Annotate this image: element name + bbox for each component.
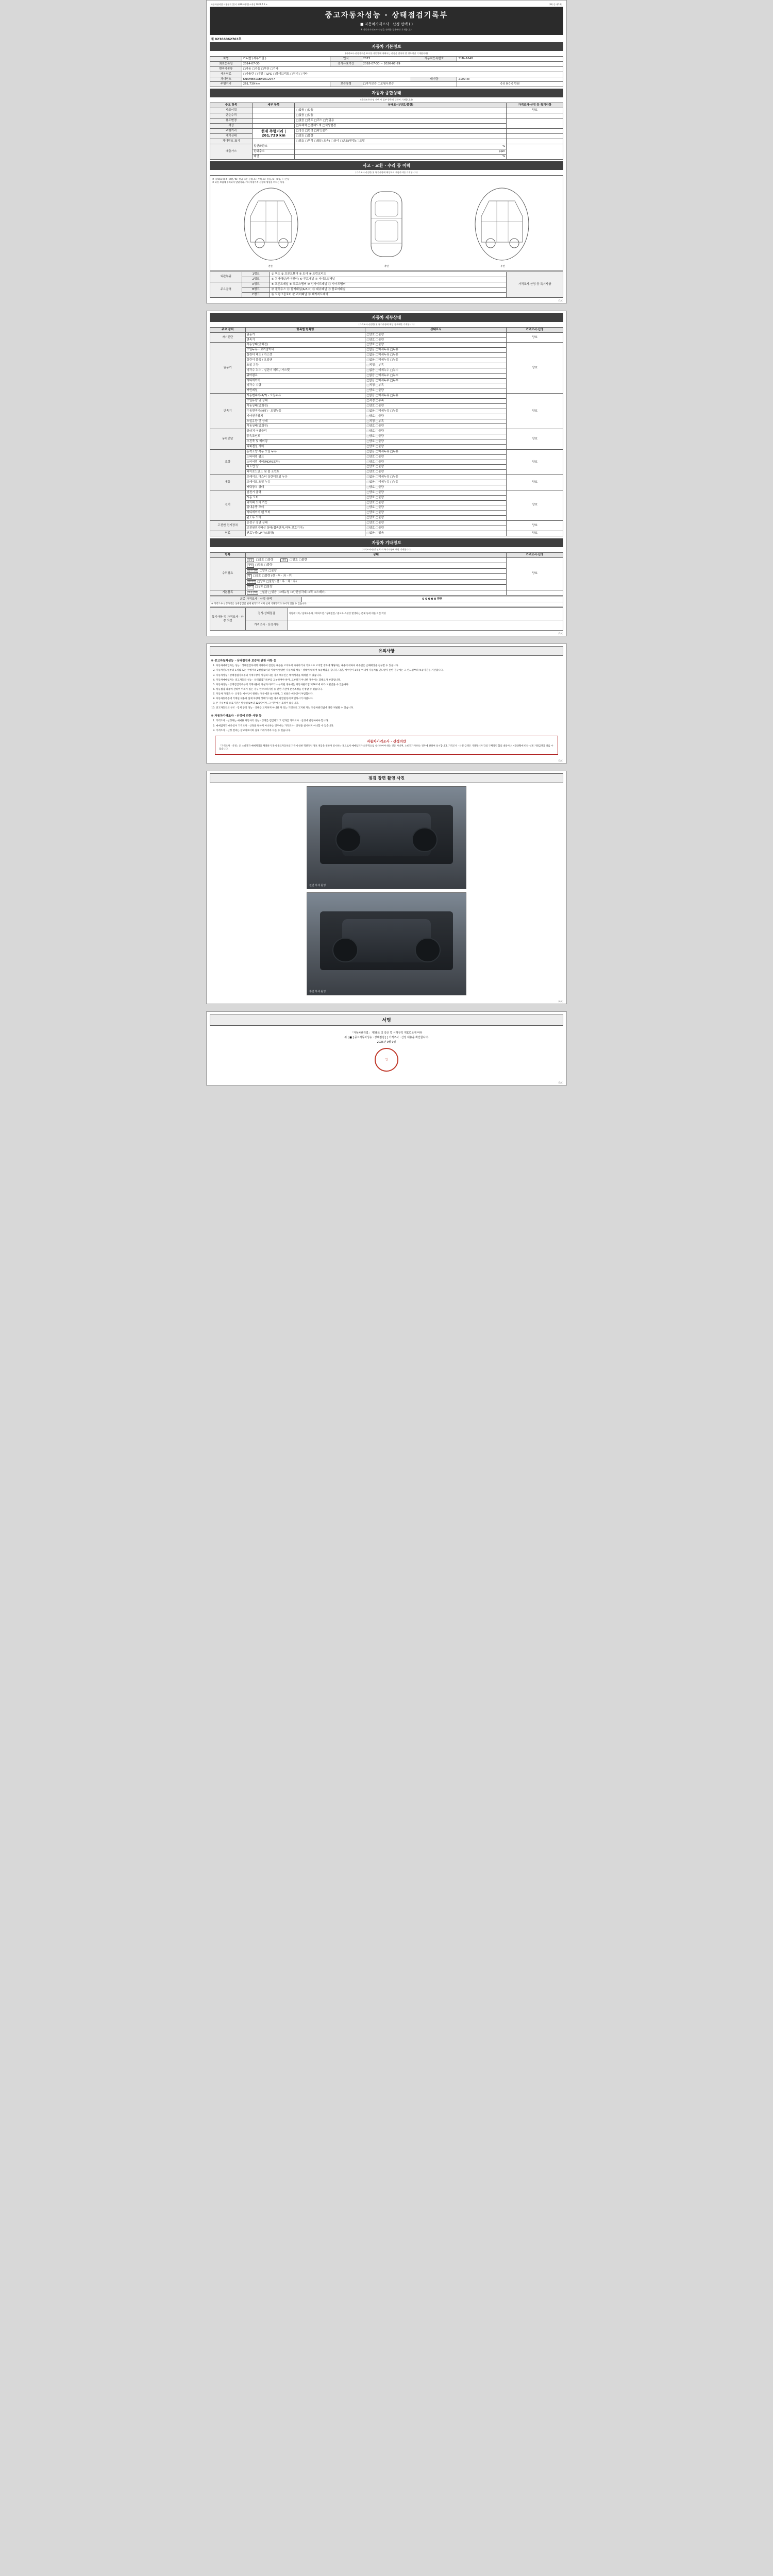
group-brake: 제동 bbox=[210, 475, 246, 490]
frame-rank-c-text: ⑯ 트렁크플로어 ⑰ 리어패널 ⑱ 패키지트레이 bbox=[270, 292, 507, 297]
group-electric-note: 양호 bbox=[507, 490, 563, 520]
detail-item: 충전구 절연 상태 bbox=[245, 521, 365, 526]
row-accident-state[interactable]: □없음 □있음 bbox=[295, 108, 507, 113]
value-year: 2015 bbox=[362, 57, 411, 62]
detail-state[interactable]: □양호 □불량 bbox=[365, 429, 507, 434]
detail-item: 냉각수 수량 bbox=[245, 383, 365, 388]
doc-title: 중고자동차성능 · 상태점검기록부 bbox=[325, 11, 448, 20]
notice-item: 3. 자동차성능ㆍ상태점검기록부의 기재사항이 사실과 다른 경우 매수인은 매매계약을 해제할 수 있습니다. bbox=[216, 674, 563, 677]
other-state-basic[interactable]: □없음 □있음 (☐매뉴얼 ☐안전삼각대 ☐잭 ☐스패너) bbox=[259, 590, 326, 594]
notice-list bbox=[210, 664, 563, 710]
detail-state[interactable]: □양호 □불량 bbox=[365, 424, 507, 429]
detail-item: 실린더 블록 / 오일팬 bbox=[245, 358, 365, 363]
detail-state[interactable]: □없음 □미세누유 □누유 bbox=[365, 358, 507, 363]
section-detail-bar: 자동차 세부상태 bbox=[210, 313, 563, 322]
section-history-bar: 사고 · 교환 · 수리 등 이력 bbox=[210, 161, 563, 170]
col-state: 상태표시(양호/불량) bbox=[295, 103, 507, 108]
group-repair-needed: 수리필요 bbox=[210, 557, 246, 590]
group-high-voltage-note: 양호 bbox=[507, 521, 563, 531]
outer-panel-label: 외판부위 bbox=[210, 272, 242, 282]
detail-item: 냉각수 누수 - 실린더 헤드 / 가스켓 bbox=[245, 368, 365, 373]
price-survey-notice-box bbox=[215, 736, 558, 755]
title-band bbox=[210, 7, 563, 35]
col-main-item: 주요 항목 bbox=[210, 103, 253, 108]
detail-item: 작동상태(공회전) bbox=[245, 343, 365, 348]
notice-item-2: 1. 가격조사ㆍ산정자는 매매용 자동차의 성능ㆍ상태를 점검하고 그 결과를 가격조사ㆍ산정에 반영하여야 합니다. bbox=[216, 719, 563, 723]
col-other-state: 상태 bbox=[245, 552, 507, 557]
label-plate: 자동차등록번호 bbox=[411, 57, 457, 62]
detail-item: 브레이크 오일 누유 bbox=[245, 480, 365, 485]
col-device: 주요 장치 bbox=[210, 327, 246, 332]
row-repair-note bbox=[507, 113, 563, 118]
row-accident-note: 양호 bbox=[507, 108, 563, 113]
value-mileage: 261,739 km bbox=[242, 82, 330, 87]
detail-state[interactable]: □없음 □미세누유 □누유 bbox=[365, 475, 507, 480]
group-steering: 조향 bbox=[210, 449, 246, 474]
detail-state[interactable]: □양호 □불량 bbox=[365, 460, 507, 465]
other-name-tire: 타이어 bbox=[247, 580, 257, 584]
other-name-wheel: 휠 bbox=[247, 574, 252, 579]
detail-state[interactable]: □없음 □미세누유 □누유 bbox=[365, 449, 507, 454]
detail-item: 추진축 및 베어링 bbox=[245, 439, 365, 445]
row-repair-detail bbox=[253, 113, 295, 118]
frame-rank-b: B랭크 bbox=[242, 287, 270, 293]
row-vin-mark-detail bbox=[253, 139, 295, 144]
doc-title-note: ※ 자동차가격조사·산정을 선택한 경우에만 기재합니다. bbox=[360, 28, 413, 31]
outer-rank-1: 1랭크 bbox=[242, 272, 270, 277]
group-high-voltage: 고전원 전기장치 bbox=[210, 521, 246, 531]
detail-item: 실내송풍 모터 bbox=[245, 505, 365, 511]
signature-body bbox=[210, 1026, 563, 1080]
detail-item: 작동상태(공회전) bbox=[245, 424, 365, 429]
detail-item: 자동변속기(A/T) - 오일누유 bbox=[245, 394, 365, 399]
row-usechange-detail bbox=[253, 118, 295, 123]
detail-state[interactable]: □양호 □불량 bbox=[365, 516, 507, 521]
inspection-photo-rear bbox=[307, 892, 466, 995]
notice-item: 2. 자동차인도일부터 1개월 또는 주행거리 2천킬로미터 이내에 발생한 자동차의 성능ㆍ상태에 대하여 보증책임을 집니다. 다만, 매수인이 1개월 이내에 자동차를 인도받지 못한 경우에는 그 인도일부터 보증기간을 기산합니다. bbox=[216, 669, 563, 672]
value-price: 0 0 0 0 0 만원 bbox=[457, 82, 563, 87]
value-plate: 51Ba1648 bbox=[457, 57, 563, 62]
row-smoke-state[interactable]: % bbox=[295, 154, 507, 159]
value-warranty: □자가보증 □보험사보증 bbox=[362, 82, 457, 87]
damage-rank-table bbox=[210, 272, 563, 297]
row-hc-state[interactable]: ppm bbox=[295, 149, 507, 154]
label-disp: 배기량 bbox=[411, 77, 457, 82]
special-notes-table bbox=[210, 607, 563, 631]
row-color-label: 색상 bbox=[210, 123, 253, 128]
diagram-guide-1: ※ (상태표시) X : 교환, W : 판금 또는 용접, C : 부식, A : 흠집, U : 요철, T : 손상 bbox=[212, 177, 290, 180]
sheet-1 bbox=[206, 0, 567, 303]
other-note-cell: 양호 bbox=[507, 557, 563, 590]
frame-rank-c: C랭크 bbox=[242, 292, 270, 297]
value-inspect-period: 2018-07-30 ~ 2026-07-29 bbox=[362, 61, 563, 66]
other-state-glass[interactable]: □양호 □불량 bbox=[255, 585, 273, 588]
detail-item: 스티어링 기어(MDPS포함) bbox=[245, 460, 365, 465]
row-gauge-label: 계기상태 bbox=[210, 133, 253, 139]
diagram-guide-2: ※ 하단 보험에 수리하지 않았거나, 기타 차량가격 산정에 영향을 미치는 사항 bbox=[212, 180, 284, 183]
group-selfdiag-note: 양호 bbox=[507, 332, 563, 343]
notice-item-2: 2. 매매업자가 매수인이 가격조사ㆍ산정을 원하지 아니하는 경우에는 가격조사ㆍ산정을 실시하지 아니할 수 있습니다. bbox=[216, 724, 563, 728]
page-number-3: (3/4) bbox=[558, 759, 563, 762]
other-state-interior[interactable]: □양호 □불량 bbox=[290, 558, 307, 562]
sheet-3 bbox=[206, 643, 567, 764]
signature-line-1: 「자동차관리법」 제58조 및 같은 법 시행규칙 제120조에 따라 bbox=[350, 1031, 423, 1035]
diagram-label-side: 측면 bbox=[384, 265, 389, 268]
detail-state[interactable]: □양호 □불량 bbox=[365, 526, 507, 531]
other-note-basic bbox=[507, 590, 563, 596]
other-state-tire[interactable]: □양호 □불량 (전ㆍ후ㆍ좌ㆍ우) bbox=[257, 580, 297, 583]
section-basic-info-sub: (가격조사·산정가격을 표시한 자동차에 대해서는 산정을 받아야 할 경우에만 기재합니다) bbox=[345, 52, 428, 55]
document-page bbox=[0, 0, 773, 1086]
photo-wheel-right bbox=[412, 827, 437, 852]
special-left-1: 검사·상태점검 bbox=[245, 608, 288, 620]
detail-item: 라디에이터 bbox=[245, 378, 365, 383]
detail-state[interactable]: □적정 □부족 bbox=[365, 363, 507, 368]
detail-state[interactable]: □양호 □불량 bbox=[365, 444, 507, 449]
detail-item: 변속기 bbox=[245, 337, 365, 343]
photo-section-header: 점검 장면 촬영 사진 bbox=[210, 773, 563, 783]
detail-state[interactable]: □없음 □미세누유 □누유 bbox=[365, 480, 507, 485]
row-co-detail: 일산화탄소 bbox=[253, 144, 295, 149]
detail-state[interactable]: □없음 □미세누수 □누수 bbox=[365, 373, 507, 378]
row-usechange-note bbox=[507, 118, 563, 128]
detail-item: 타이로드엔드 및 볼 조인트 bbox=[245, 470, 365, 475]
label-inspect-period: 검사유효기간 bbox=[330, 61, 362, 66]
page-number-1: (1/4) bbox=[558, 299, 563, 302]
detail-item: 원동기 bbox=[245, 332, 365, 337]
section-history-sub: (가격조사·산정한 및 특기사항에 해당하지 제품까지만 기재합니다) bbox=[355, 171, 418, 174]
detail-state[interactable]: □양호 □불량 bbox=[365, 343, 507, 348]
value-trans: □자동 □수동 □무단 □기타 bbox=[242, 66, 563, 72]
detail-state[interactable]: □없음 □있음 bbox=[365, 531, 507, 536]
value-car-name: 카니발 (세부모델 ) bbox=[242, 57, 330, 62]
frame-rank-a: A랭크 bbox=[242, 282, 270, 287]
outer-rank-2: 2랭크 bbox=[242, 277, 270, 282]
signature-date: 2026년 0월 0일 bbox=[377, 1041, 396, 1044]
row-co-state[interactable]: % bbox=[295, 144, 507, 149]
group-fuel: 연료 bbox=[210, 531, 246, 536]
detail-item: 시동 모터 bbox=[245, 495, 365, 500]
detail-state[interactable]: □적정 □부족 bbox=[365, 383, 507, 388]
group-brake-note: 양호 bbox=[507, 475, 563, 490]
row-emission-label: 배출가스 bbox=[210, 144, 253, 160]
group-basic-items: 기본품목 bbox=[210, 590, 246, 596]
history-note-header: 가격조사·산정 등 특기사항 bbox=[507, 272, 563, 297]
detail-state[interactable]: □양호 □불량 bbox=[365, 454, 507, 460]
row-color-state[interactable]: □무채색 □전체도색 □색상변경 bbox=[295, 123, 507, 128]
col-statemark: 상태표시 bbox=[365, 327, 507, 332]
price-survey-notice-title: 자동차가격조사 · 산정의안 bbox=[366, 739, 407, 743]
row-hc-detail: 탄화수소 bbox=[253, 149, 295, 154]
final-price-label: 최종 가격조사 · 산정 금액 bbox=[210, 597, 302, 602]
row-repair-state[interactable]: □없음 □있음 bbox=[295, 113, 507, 118]
label-trans: 변속기종류 bbox=[210, 66, 242, 72]
label-year: 연식 bbox=[330, 57, 362, 62]
detail-item: 디퍼렌셜 기어 bbox=[245, 444, 365, 449]
row-usechange-label: 용도변경 bbox=[210, 118, 253, 123]
notice-item: 5. 자동차성능ㆍ상태점검기록부의 기재내용이 사실과 다르거나 누락된 경우에는 자동차관리법 제58조에 따라 처벌받을 수 있습니다. bbox=[216, 683, 563, 687]
col-itemname: 항목별 항목명 bbox=[245, 327, 365, 332]
section-overall-bar: 자동차 종합상태 bbox=[210, 89, 563, 97]
special-right-1[interactable]: 차량에너지 / 침해사유자 / 회피조건 / 상태점검 / 중고차 특성상 발생하는 문제 등에 대한 의견 작성 bbox=[288, 608, 563, 620]
group-electric: 전기 bbox=[210, 490, 246, 520]
group-powertrain: 동력전달 bbox=[210, 429, 246, 450]
row-mileage-state[interactable]: □정상 □변경 □확인불가 bbox=[295, 128, 507, 133]
detail-item: 연료누출(LP가스포함) bbox=[245, 531, 365, 536]
photo-wheel-right bbox=[415, 938, 440, 962]
detail-state[interactable]: □없음 □미세누유 □누유 bbox=[365, 409, 507, 414]
main-frame-label: 주요골격 bbox=[210, 282, 242, 298]
detail-state-table bbox=[210, 327, 563, 536]
group-engine: 원동기 bbox=[210, 343, 246, 394]
detail-item: 브레이크 마스터 실린더오일 누유 bbox=[245, 475, 365, 480]
detail-state[interactable]: □없음 □미세누수 □누수 bbox=[365, 378, 507, 383]
detail-item: 오일 유량 bbox=[245, 363, 365, 368]
col-other-item: 항목 bbox=[210, 552, 246, 557]
detail-item: 워터펌프 bbox=[245, 373, 365, 378]
detail-item: 수동변속기(M/T) - 오일누유 bbox=[245, 409, 365, 414]
doc-subtitle: ■ 자동차가격조사 · 산정 선택 ( ) bbox=[360, 22, 413, 26]
row-accident-detail bbox=[253, 108, 295, 113]
detail-state[interactable]: □양호 □불량 bbox=[365, 490, 507, 495]
other-name-polish: 광택 bbox=[247, 564, 254, 568]
form-code: 자동차관리법 시행규칙 [별지 제82호서식] <개정 2021.7.5.> bbox=[211, 3, 267, 6]
page-number-2: (2/4) bbox=[558, 632, 563, 635]
notice-item: 4. 자동차매매업자는 중고자동차 성능ㆍ상태점검기록부를 교부하여야 하며, 교부하지 아니한 경우에는 과태료가 부과됩니다. bbox=[216, 679, 563, 682]
group-transmission: 변속기 bbox=[210, 394, 246, 429]
notice-item: 1. 자동차매매업자는 성능ㆍ상태점검자에게 의뢰하여 점검한 내용을 고지하지 아니하거나 거짓으로 고지할 경우에 해당하는 내용에 대하여 매수인은 손해배상을 청구할 수 있습니다. bbox=[216, 664, 563, 668]
other-state-wheel[interactable]: □양호 □불량 (전ㆍ후ㆍ좌ㆍ우) bbox=[253, 574, 293, 578]
detail-state[interactable]: □양호 □불량 bbox=[365, 337, 507, 343]
detail-item: 피트먼 암 bbox=[245, 465, 365, 470]
notice-sub-2: ※ 자동차가격조사 · 산정에 관한 사항 등 bbox=[211, 715, 262, 718]
detail-item: 커먼레일 bbox=[245, 388, 365, 394]
label-warranty: 보증유형 bbox=[330, 82, 362, 87]
photo-caption-rear: 후면 하체 촬영 bbox=[309, 990, 326, 994]
signature-header: 서명 bbox=[210, 1014, 563, 1026]
detail-item: 등속조인트 bbox=[245, 434, 365, 439]
value-vin: KNAMB81XBFS012047 bbox=[242, 77, 411, 82]
notice-item-2: 3. 가격조사ㆍ산정 결과는 참고자료이며 실제 거래가격과 다를 수 있습니다. bbox=[216, 729, 563, 733]
row-mileage-note bbox=[507, 128, 563, 133]
detail-state[interactable]: □양호 □불량 bbox=[365, 470, 507, 475]
car-right-side-diagram bbox=[471, 185, 533, 263]
outer-rank-2-text: ⑤ 쿼터패널(리어휀더) ⑥ 루프패널 ⑦ 사이드실패널 bbox=[270, 277, 507, 282]
detail-state[interactable]: □양호 □불량 bbox=[365, 495, 507, 500]
col-other-note: 가격조사·산정 bbox=[507, 552, 563, 557]
label-car-name: 차명 bbox=[210, 57, 242, 62]
row-mileage-label: 주행거리 bbox=[210, 128, 253, 133]
label-fuel: 사용연료 bbox=[210, 72, 242, 77]
value-first-reg: 2014-07-30 bbox=[242, 61, 330, 66]
detail-item: 배력장치 상태 bbox=[245, 485, 365, 490]
car-left-side-diagram bbox=[240, 185, 302, 263]
value-disp: 2199 cc bbox=[457, 77, 563, 82]
row-smoke-detail: 매연 bbox=[253, 154, 295, 159]
overall-state-table bbox=[210, 103, 563, 159]
basic-info-table bbox=[210, 56, 563, 87]
photo-wheel-left bbox=[332, 938, 358, 962]
section-other-bar: 자동차 기타정보 bbox=[210, 538, 563, 547]
row-usechange-state[interactable]: □없음 □렌트 □리스 □영업용 bbox=[295, 118, 507, 123]
row-accident-label: 사고이력 bbox=[210, 108, 253, 113]
special-notes-label: 특기사항 및 가격조사 · 산정 의견 bbox=[210, 608, 246, 631]
detail-state[interactable]: □양호 □불량 bbox=[365, 465, 507, 470]
detail-item: 오일유량 및 상태 bbox=[245, 419, 365, 424]
detail-item: 와이퍼 모터 기능 bbox=[245, 500, 365, 505]
detail-state[interactable]: □양호 □불량 bbox=[365, 439, 507, 445]
sheet-2 bbox=[206, 311, 567, 637]
section-basic-info-bar: 자동차 기본정보 bbox=[210, 42, 563, 51]
detail-item: 라디에이터 팬 모터 bbox=[245, 511, 365, 516]
signature-line-2: 위 [ ■ ] 중고자동차성능ㆍ상태점검 [ ] 가격조사ㆍ산정 내용을 확인합니다. bbox=[344, 1036, 429, 1040]
other-name-cleaning: 룸크리닝 bbox=[247, 569, 259, 573]
photo-caption-front: 전면 하체 촬영 bbox=[309, 884, 326, 888]
inspection-photo-front bbox=[307, 786, 466, 889]
col-detail-item: 세부 항목 bbox=[253, 103, 295, 108]
final-price-table bbox=[210, 597, 563, 606]
row-repair-label: 단순수리 bbox=[210, 113, 253, 118]
photo-wheel-left bbox=[335, 827, 361, 852]
detail-state[interactable]: □양호 □불량 bbox=[365, 332, 507, 337]
special-left-2: 가격조사 · 산정사항 bbox=[245, 620, 288, 631]
row-emission-note bbox=[507, 144, 563, 160]
notice-lead: ※ 중고자동차성능 · 상태점검과 보증에 관한 사항 등 bbox=[211, 659, 277, 663]
detail-item: 발전기 출력 bbox=[245, 490, 365, 495]
value-fuel: □가솔린 □디젤 □LPG □하이브리드 □전기 □기타 bbox=[242, 72, 563, 77]
row-vin-mark-state[interactable]: □양호 □부식 □훼손(오손) □상이 □변조(변경) □도말 bbox=[295, 139, 507, 144]
row-gauge-note bbox=[507, 133, 563, 139]
car-top-view-diagram bbox=[358, 185, 415, 263]
group-transmission-note: 양호 bbox=[507, 394, 563, 429]
detail-state[interactable]: □적정 □부족 bbox=[365, 399, 507, 404]
detail-state[interactable]: □양호 □불량 bbox=[365, 521, 507, 526]
diagram-label-rear: 후면 bbox=[500, 265, 505, 268]
detail-item: 클러치 어셈블리 bbox=[245, 429, 365, 434]
detail-item: 오일누유 - 로커암커버 bbox=[245, 348, 365, 353]
detail-item: 실린더 헤드 / 가스켓 bbox=[245, 353, 365, 358]
damage-diagram bbox=[210, 175, 563, 271]
notice-item: 9. 본 기록부의 유효기간은 발급일로부터 120일이며, 그 이후에는 효력이 없습니다. bbox=[216, 702, 563, 705]
other-name-interior: 내장 bbox=[280, 558, 288, 563]
group-steering-note: 양호 bbox=[507, 449, 563, 474]
detail-state[interactable]: □없음 □미세누유 □누유 bbox=[365, 353, 507, 358]
sheet-5 bbox=[206, 1011, 567, 1086]
other-info-table bbox=[210, 552, 563, 596]
section-other-sub: (가격조사·산정 선택 시 특기사항에 해당 기재합니다) bbox=[361, 548, 412, 551]
notice-item: 8. 자동차등록증에 기재된 내용과 실제 차량의 상태가 다를 경우 관할관청에 확인하시기 바랍니다. bbox=[216, 697, 563, 701]
final-price-note: ※ 가격조사·산정가격은 상태점검일 현재 평가가격이며 실제 거래가격과 차이가 있을 수 있습니다. bbox=[210, 602, 563, 606]
other-name-basic: 보유상태 bbox=[247, 591, 259, 595]
detail-state[interactable]: □양호 □불량 bbox=[365, 434, 507, 439]
other-state-polish[interactable]: □양호 □불량 bbox=[255, 564, 273, 567]
group-selfdiag: 자기진단 bbox=[210, 332, 246, 343]
group-fuel-note: 양호 bbox=[507, 531, 563, 536]
outer-rank-1-text: ① 후드 ② 프론트휀더 ③ 도어 ④ 트렁크리드 bbox=[270, 272, 507, 277]
notice-header: 유의사항 bbox=[210, 646, 563, 656]
page-number-5: (5/4) bbox=[558, 1081, 563, 1084]
detail-item: 윈도우 모터 bbox=[245, 516, 365, 521]
page-indicator: (3쪽 중 제1쪽) bbox=[548, 3, 562, 6]
group-powertrain-note: 양호 bbox=[507, 429, 563, 450]
detail-state[interactable]: □양호 □불량 bbox=[365, 511, 507, 516]
detail-item: 고전원전기배선 상태(접속단자,피복,보호기구) bbox=[245, 526, 365, 531]
sheet-4 bbox=[206, 771, 567, 1004]
col-price-note: 가격조사·산정 bbox=[507, 327, 563, 332]
notice-item: 10. 중고자동차의 구조ㆍ장치 등의 성능ㆍ상태를 고지하지 아니한 자 또는 거짓으로 고지한 자는 자동차관리법에 따라 처벌될 수 있습니다. bbox=[216, 706, 563, 710]
row-gauge-state[interactable]: □양호 □불량 bbox=[295, 133, 507, 139]
row-color-detail bbox=[253, 123, 295, 128]
detail-state[interactable]: □양호 □불량 bbox=[365, 485, 507, 490]
document-number: 제 02366062763호 bbox=[211, 38, 242, 41]
mileage-big-display: 현재 주행거리 | 261,739 km bbox=[253, 128, 295, 139]
detail-state[interactable]: □양호 □불량 bbox=[365, 403, 507, 409]
detail-state[interactable]: □양호 □불량 bbox=[365, 500, 507, 505]
other-state-exterior[interactable]: □양호 □불량 bbox=[256, 558, 274, 562]
detail-state[interactable]: □없음 □미세누유 □누유 bbox=[365, 394, 507, 399]
section-overall-sub: (가격조사·산정 선택 시 일부 항목에 대하여 기재합니다) bbox=[360, 98, 413, 101]
detail-state[interactable]: □양호 □불량 bbox=[365, 505, 507, 511]
other-name-glass: 유리 bbox=[247, 585, 254, 589]
detail-state[interactable]: □양호 □불량 bbox=[365, 414, 507, 419]
detail-state[interactable]: □없음 □미세누수 □누수 bbox=[365, 368, 507, 373]
notice-list-2 bbox=[210, 719, 563, 732]
detail-item: 오일유량 및 상태 bbox=[245, 399, 365, 404]
row-vin-mark-label: 차대번호 표기 bbox=[210, 139, 253, 144]
diagram-label-front: 전면 bbox=[268, 265, 273, 268]
label-mileage: 주행거리 bbox=[210, 82, 242, 87]
page-number-4: (4/4) bbox=[558, 1000, 563, 1003]
frame-rank-a-text: ⑧ 프론트패널 ⑨ 크로스멤버 ⑩ 인사이드패널 ⑪ 사이드멤버 bbox=[270, 282, 507, 287]
seal-stamp: 인 bbox=[375, 1048, 398, 1072]
label-first-reg: 최초등록일 bbox=[210, 61, 242, 66]
other-state-cleaning[interactable]: □양호 □불량 bbox=[259, 569, 277, 572]
section-detail-sub: (가격조사·산정한 및 특기사항에 해당 경우에만 기재합니다) bbox=[358, 323, 415, 326]
group-engine-note: 양호 bbox=[507, 343, 563, 394]
price-survey-notice-body: 「가격조사ㆍ산정」은 소비자가 매매계약을 체결하기 전에 중고자동차의 가격에 대한 객관적인 정보 제공을 위하여 실시하는 제도로서 매매업자가 의무적으로 실시하여야 하는 것은 아니며, 소비자가 원하는 경우에 한하여 실시합니다. 가격조사ㆍ산정 금액은 거래당사자 간의 구체적인 합의 내용이나 시장상황에 따라 실제 거래금액과 다를 수 있습니다. bbox=[219, 744, 553, 751]
label-vin: 차대번호 bbox=[210, 77, 242, 82]
detail-item: 동력조향 작동 오일 누유 bbox=[245, 449, 365, 454]
other-name-exterior: 외장 bbox=[247, 558, 254, 563]
frame-rank-b-text: ⑫ 휠하우스 ⑬ 필러패널(A,B,C) ⑭ 대쉬패널 ⑮ 플로어패널 bbox=[270, 287, 507, 293]
notice-item: 7. 자동차 가격조사ㆍ산정은 매수인이 원하는 경우에만 실시하며, 그 비용은 매수인이 부담합니다. bbox=[216, 692, 563, 696]
detail-item: 기어변속장치 bbox=[245, 414, 365, 419]
notice-item: 6. 성능점검 내용에 관하여 이의가 있는 경우 한국소비자원 등 관련 기관에 분쟁조정을 신청할 수 있습니다. bbox=[216, 688, 563, 691]
detail-state[interactable]: □없음 □미세누유 □누유 bbox=[365, 348, 507, 353]
row-vin-mark-note bbox=[507, 139, 563, 144]
top-strip bbox=[210, 3, 563, 7]
final-price-value: 0 0 0 0 0 만원 bbox=[302, 597, 563, 602]
special-right-2[interactable] bbox=[288, 620, 563, 631]
detail-item: 작동상태(공회전) bbox=[245, 403, 365, 409]
col-note: 가격조사·산정 등 특기사항 bbox=[507, 103, 563, 108]
car-diagram-labels bbox=[212, 264, 561, 268]
detail-item: 스티어링 펌프 bbox=[245, 454, 365, 460]
detail-state[interactable]: □적정 □부족 bbox=[365, 419, 507, 424]
detail-state[interactable]: □양호 □불량 bbox=[365, 388, 507, 394]
